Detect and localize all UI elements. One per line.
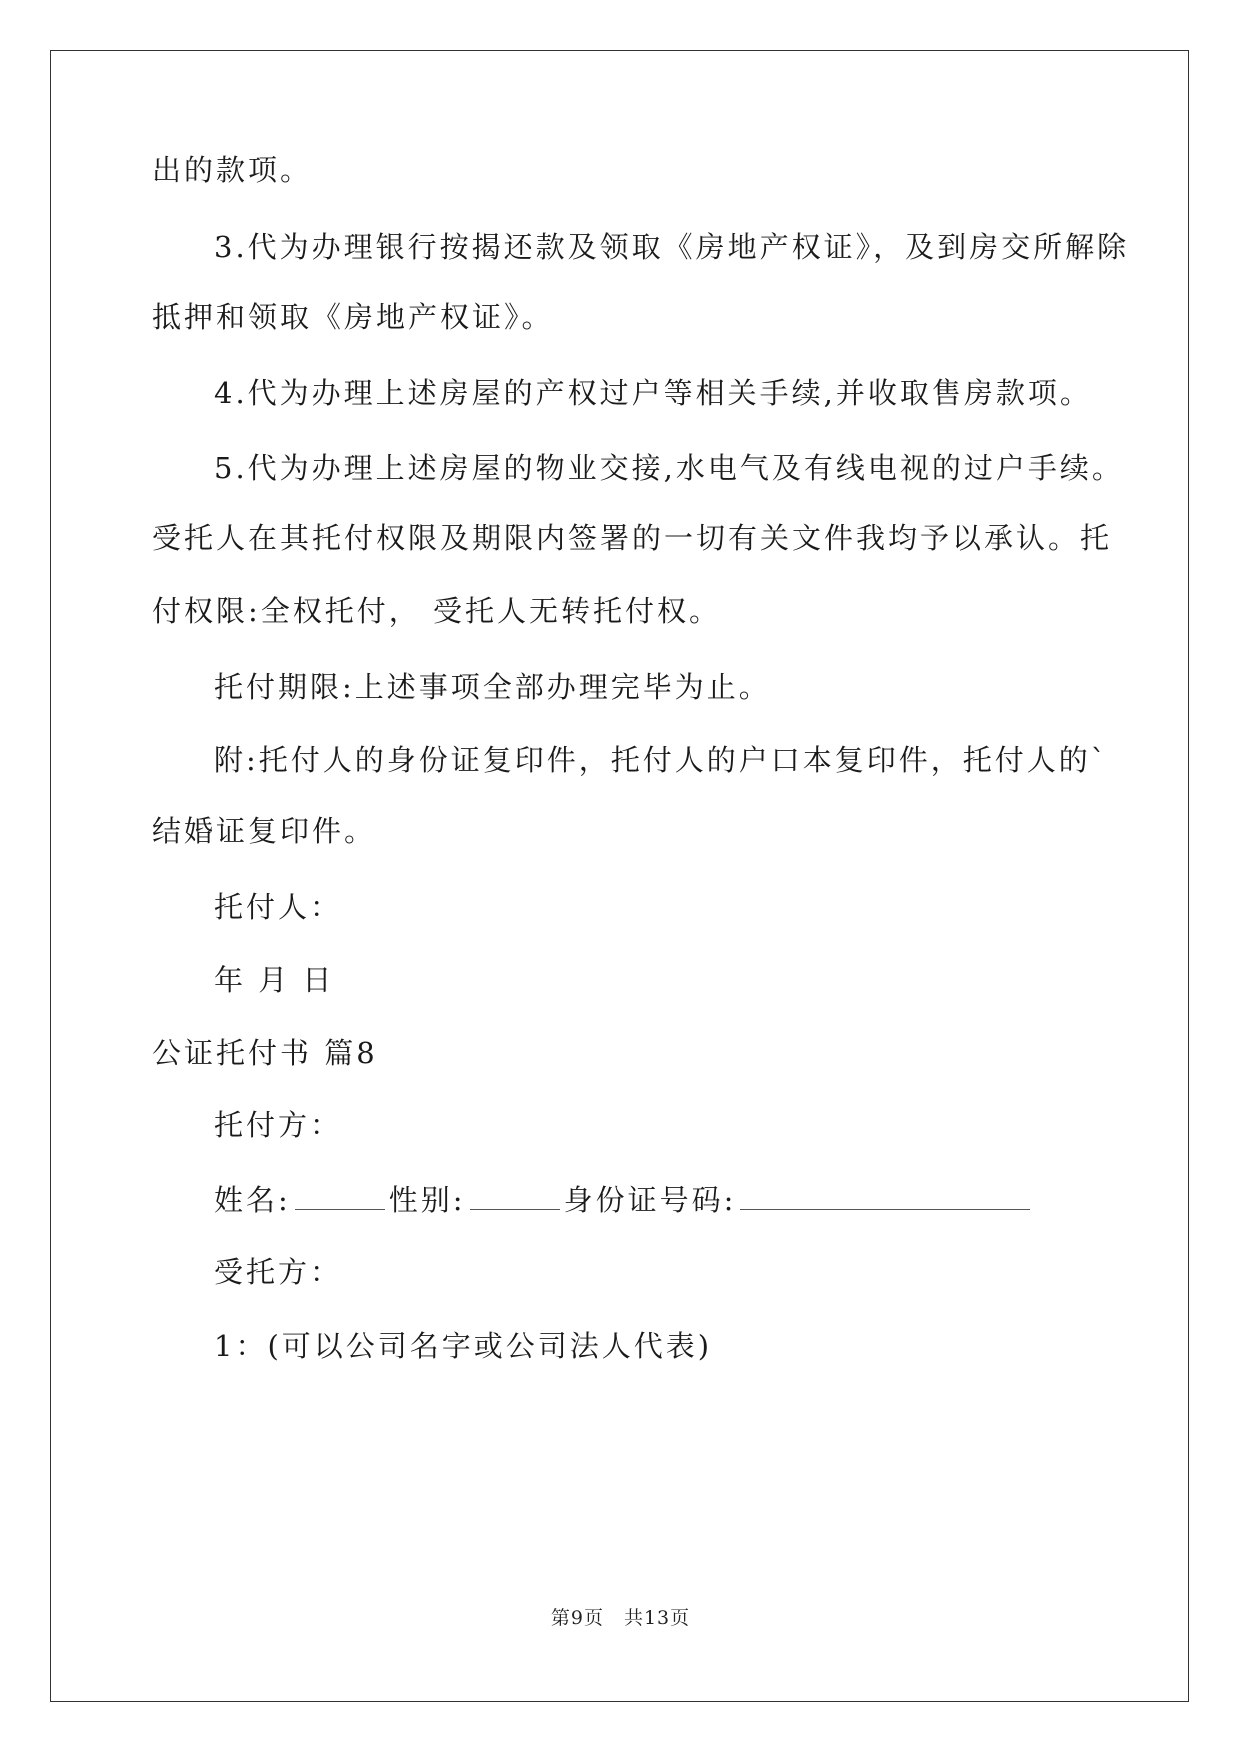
gender-label: 性别:	[388, 1183, 466, 1217]
text-line-8: 托付期限:上述事项全部办理完毕为止。	[214, 670, 771, 704]
text-line-10: 结婚证复印件。	[152, 814, 377, 848]
text-line-4: 4.代为办理上述房屋的产权过户等相关手续,并收取售房款项。	[214, 376, 1092, 410]
form-line	[214, 1180, 1034, 1220]
text-line-6: 受托人在其托付权限及期限内签署的一切有关文件我均予以承认。托	[152, 521, 1113, 555]
text-line-3: 抵押和领取《房地产权证》。	[152, 300, 554, 334]
page-number: 第9页 共13页	[550, 1607, 691, 1629]
name-label: 姓名:	[214, 1183, 291, 1217]
gender-blank	[470, 1181, 560, 1210]
id-label: 身份证号码:	[563, 1183, 737, 1217]
text-line-16: 受托方：	[214, 1255, 343, 1289]
text-line-14: 托付方：	[214, 1108, 343, 1142]
text-line-2: 3.代为办理银行按揭还款及领取《房地产权证》，及到房交所解除	[214, 230, 1130, 264]
text-line-12: 年 月 日	[214, 963, 335, 997]
id-blank	[740, 1181, 1030, 1210]
text-line-17: 1：(可以公司名字或公司法人代表)	[214, 1329, 713, 1363]
name-blank	[295, 1181, 385, 1210]
text-line-5: 5.代为办理上述房屋的物业交接,水电气及有线电视的过户手续。	[214, 451, 1124, 485]
section-heading: 公证托付书 篇8	[152, 1036, 378, 1070]
text-line-1: 出的款项。	[152, 153, 313, 187]
text-line-9: 附:托付人的身份证复印件，托付人的户口本复印件，托付人的`	[214, 743, 1109, 777]
text-line-7: 付权限:全权托付， 受托人无转托付权。	[152, 594, 721, 628]
text-line-11: 托付人：	[214, 890, 343, 924]
